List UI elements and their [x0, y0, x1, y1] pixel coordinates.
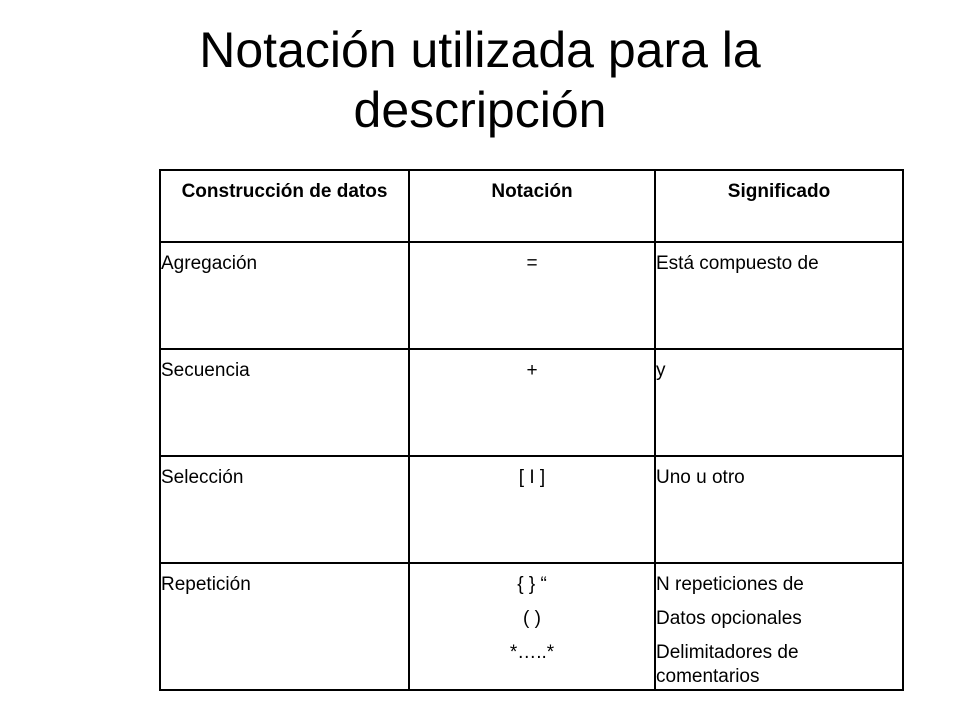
- column-header-notation: Notación: [409, 170, 655, 242]
- column-header-meaning: Significado: [655, 170, 903, 242]
- meaning-cell: Uno u otro: [655, 456, 903, 563]
- table-row: [160, 563, 903, 690]
- slide-title: Notación utilizada para la descripción: [199, 22, 761, 138]
- notation-cell: =: [409, 242, 655, 349]
- notation-cell: [ I ]: [409, 456, 655, 563]
- meaning-cell: N repeticiones de Datos opcionales Delimitadores de comentarios: [655, 563, 903, 690]
- meaning-cell: y: [655, 349, 903, 456]
- table-row: [160, 242, 903, 349]
- notation-cell: { } “ ( ) *…..*: [409, 563, 655, 690]
- notation-table: [159, 169, 904, 691]
- table-row: [160, 456, 903, 563]
- construct-cell: Selección: [160, 456, 409, 563]
- table-row: [160, 349, 903, 456]
- meaning-cell: Está compuesto de: [655, 242, 903, 349]
- construct-cell: Repetición: [160, 563, 409, 690]
- notation-cell: +: [409, 349, 655, 456]
- table-header-row: [160, 170, 903, 242]
- construct-cell: Secuencia: [160, 349, 409, 456]
- column-header-construct: Construcción de datos: [160, 170, 409, 242]
- construct-cell: Agregación: [160, 242, 409, 349]
